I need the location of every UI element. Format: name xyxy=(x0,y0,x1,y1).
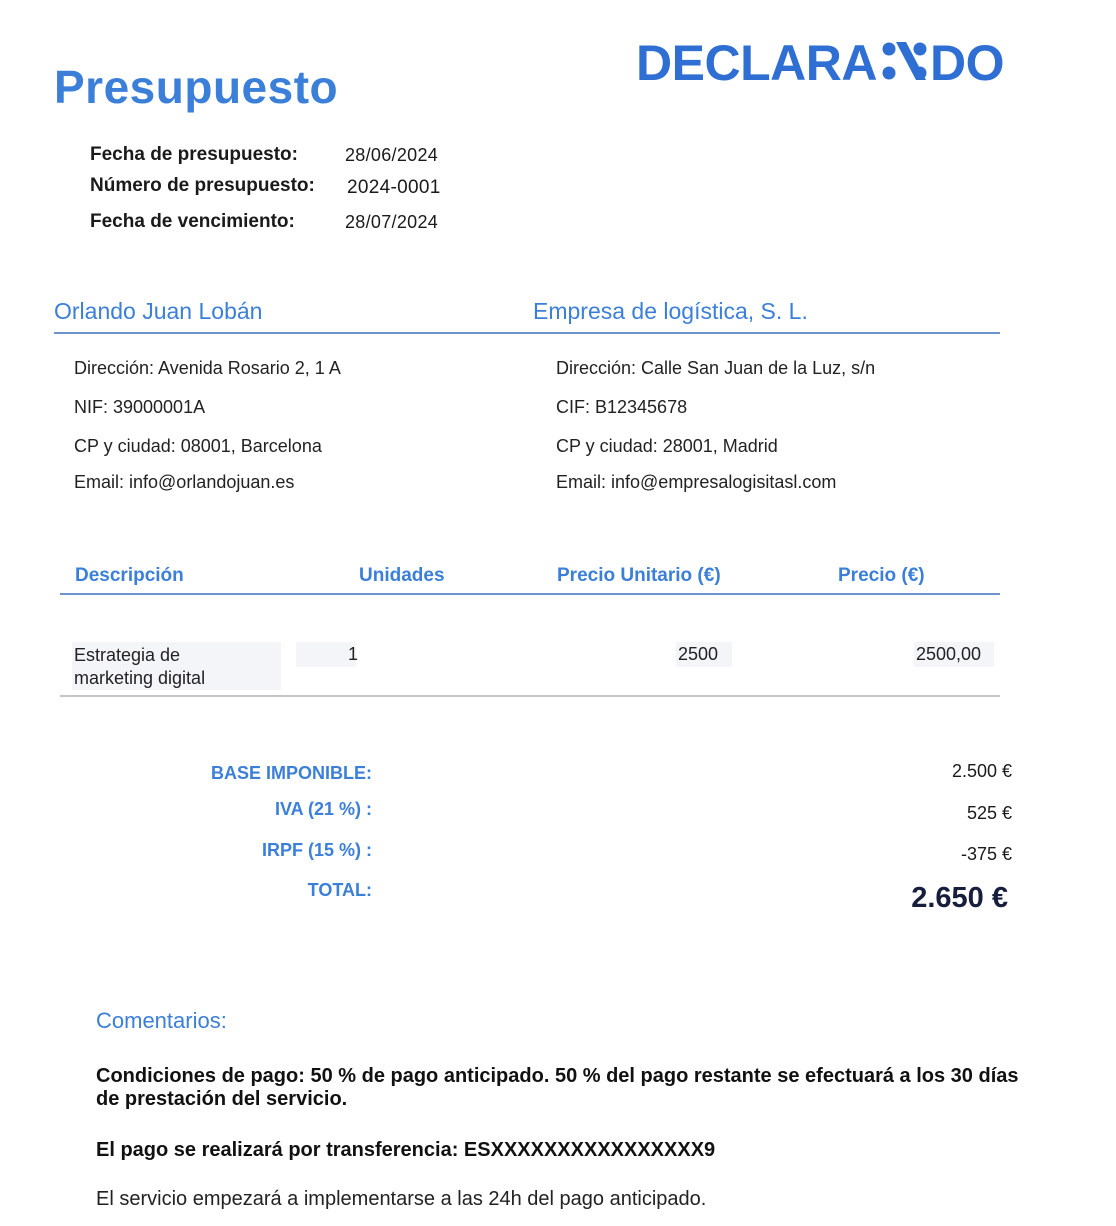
base-imponible-label: BASE IMPONIBLE: xyxy=(210,763,372,783)
total-value: 2.650 € xyxy=(911,882,1008,914)
cliente-direccion: Dirección: Calle San Juan de la Luz, s/n xyxy=(556,358,876,378)
th-descripcion: Descripción xyxy=(75,565,184,586)
emisor-email: Email: info@orlandojuan.es xyxy=(74,472,295,492)
irpf-value: -375 € xyxy=(960,844,1012,864)
table-row-unidades: 1 xyxy=(348,644,359,664)
svg-text:DECLARA: DECLARA xyxy=(636,35,877,91)
iva-label: IVA (21 %) : xyxy=(274,799,372,819)
th-precio: Precio (€) xyxy=(838,565,925,586)
table-header-divider xyxy=(60,593,1000,595)
fecha-presupuesto-label: Fecha de presupuesto: xyxy=(90,144,298,165)
irpf-label: IRPF (15 %) : xyxy=(261,840,372,860)
th-precio-unitario: Precio Unitario (€) xyxy=(557,565,721,586)
total-label: TOTAL: xyxy=(307,880,372,900)
cliente-cif: CIF: B12345678 xyxy=(556,397,688,417)
brand-logo xyxy=(636,32,1004,92)
table-row-descripcion xyxy=(74,644,205,690)
base-imponible-value: 2.500 € xyxy=(951,761,1012,781)
emisor-direccion: Dirección: Avenida Rosario 2, 1 A xyxy=(74,358,341,378)
th-unidades: Unidades xyxy=(359,565,445,586)
cliente-email: Email: info@empresalogisitasl.com xyxy=(556,472,837,492)
svg-text:DO: DO xyxy=(930,35,1004,91)
fecha-vencimiento-label: Fecha de vencimiento: xyxy=(90,211,295,232)
condiciones-pago: Condiciones de pago: 50 % de pago anticipado. 50 % del pago restante se efectuará a los 30 días de prestación del servicio. xyxy=(96,1065,1019,1110)
descripcion-line-2: marketing digital xyxy=(74,668,206,688)
iva-value: 525 € xyxy=(966,803,1012,823)
parties-divider xyxy=(54,332,1000,334)
fecha-presupuesto-value: 28/06/2024 xyxy=(345,145,439,165)
declarando-logo-icon xyxy=(636,32,1004,92)
table-row-precio-unitario: 2500 xyxy=(678,644,719,664)
document-title: Presupuesto xyxy=(54,61,339,113)
descripcion-line-1: Estrategia de xyxy=(74,645,181,665)
emisor-nif: NIF: 39000001A xyxy=(74,397,206,417)
unidades-cell-bg xyxy=(296,642,359,667)
cliente-cp: CP y ciudad: 28001, Madrid xyxy=(556,436,778,456)
emisor-name: Orlando Juan Lobán xyxy=(54,298,263,324)
cliente-name: Empresa de logística, S. L. xyxy=(533,298,808,324)
emisor-cp: CP y ciudad: 08001, Barcelona xyxy=(74,436,322,456)
numero-presupuesto-label: Número de presupuesto: xyxy=(90,175,315,196)
numero-presupuesto-value: 2024-0001 xyxy=(347,177,441,198)
table-row-precio: 2500,00 xyxy=(916,644,982,664)
fecha-vencimiento-value: 28/07/2024 xyxy=(345,212,439,232)
table-row-divider xyxy=(60,695,1000,697)
transferencia-info: El pago se realizará por transferencia: ESXXXXXXXXXXXXXXXX9 xyxy=(96,1139,716,1161)
servicio-info: El servicio empezará a implementarse a las 24h del pago anticipado. xyxy=(96,1188,707,1210)
comments-heading: Comentarios: xyxy=(96,1008,227,1033)
